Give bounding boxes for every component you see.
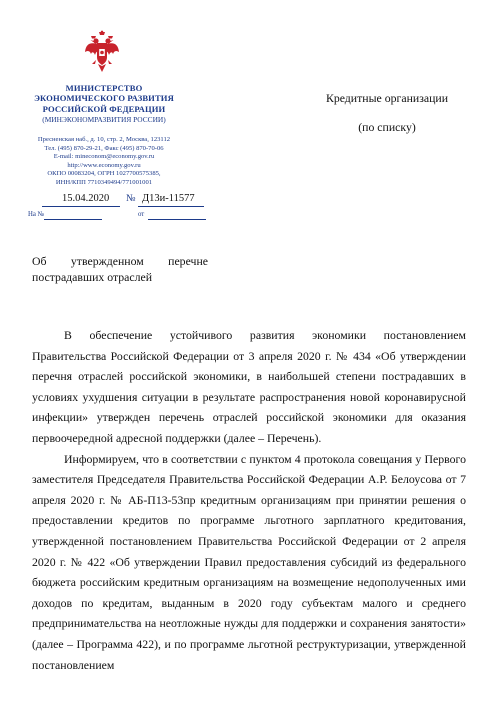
ministry-short-name: (МИНЭКОНОМРАЗВИТИЯ РОССИИ) xyxy=(42,115,166,125)
number-underline xyxy=(138,206,204,207)
body-paragraph: В обеспечение устойчивого развития экономики постановлением Правительства Российской Федерации от 3 апреля 2020 г. № 434 «Об утверждении перечня отраслей российской экономики, в наибольшей степени пострадавших в условиях ухудшения ситуации в результате распространения новой коронавирусной инфекции» утвержден перечень отраслей российской экономики для оказания первоочередной адресной поддержки (далее – Перечень). xyxy=(32,328,466,445)
registration-line xyxy=(42,193,202,208)
ministry-contacts xyxy=(14,136,194,188)
contact-email: E-mail: mineconom@economy.gov.ru xyxy=(53,153,155,161)
body-paragraph: Информируем, что в соответствии с пунктом 4 протокола совещания у Первого заместителя Председателя Правительства Российской Федерации А.Р. Белоусова от 7 апреля 2020 г. № АБ-П13-53пр кредитным организациям при принятии решения о предоставлении кредитов по программе льготного зарплатного кредитования, утвержденной постановлением Правительства Российской Федерации от 2 апреля 2020 г. № 422 «Об утверждении Правил предоставления субсидий из федерального бюджета российским кредитным организациям на возмещение недополученных ими доходов по кредитам, выданным в 2020 году субъектам малого и среднего предпринимательства на неотложные нужды для поддержки и сохранения занятости» (далее – Программа 422), и по программе льготной реструктуризации, утвержденной постановлением xyxy=(32,451,466,672)
subject-word: Об xyxy=(32,254,47,268)
ministry-name-block xyxy=(14,83,194,125)
russian-coat-of-arms-icon xyxy=(84,30,120,74)
addressee-note: (по списку) xyxy=(358,120,416,134)
contact-address: Пресненская наб., д. 10, стр. 2, Москва, 123112 xyxy=(37,136,171,143)
subject-line-2: пострадавших отраслей xyxy=(32,270,153,284)
subject-line-1 xyxy=(32,253,208,269)
ministry-name-line: ЭКОНОМИЧЕСКОГО РАЗВИТИЯ xyxy=(34,93,174,104)
date-underline xyxy=(42,206,120,207)
letter-subject xyxy=(32,253,208,285)
contact-phone: Тел. (495) 870-29-21, Факс (495) 870-70-06 xyxy=(44,144,164,152)
reference-line xyxy=(28,211,218,223)
ministry-name-line: РОССИЙСКОЙ ФЕДЕРАЦИИ xyxy=(42,103,166,114)
addressee-block xyxy=(302,91,472,135)
ref-date-underline xyxy=(148,219,206,220)
number-label: № xyxy=(126,193,136,204)
subject-word: перечне xyxy=(168,254,208,268)
subject-word: утвержденном xyxy=(70,254,144,268)
ref-date-label: от xyxy=(138,211,145,218)
letter-body xyxy=(32,325,466,675)
contact-okpo: ОКПО 00083204, ОГРН 1027700575385, xyxy=(47,170,161,178)
ministry-name-line: МИНИСТЕРСТВО xyxy=(65,83,143,93)
addressee-line: Кредитные организации xyxy=(325,91,449,105)
document-date: 15.04.2020 xyxy=(62,193,110,204)
contact-website: http://www.economy.gov.ru xyxy=(67,161,141,169)
ref-number-underline xyxy=(44,219,102,220)
contact-inn: ИНН/КПП 7710349494/771001001 xyxy=(55,178,153,186)
document-number: Д13и-11577 xyxy=(142,193,195,204)
ref-number-label: На № xyxy=(28,211,45,218)
